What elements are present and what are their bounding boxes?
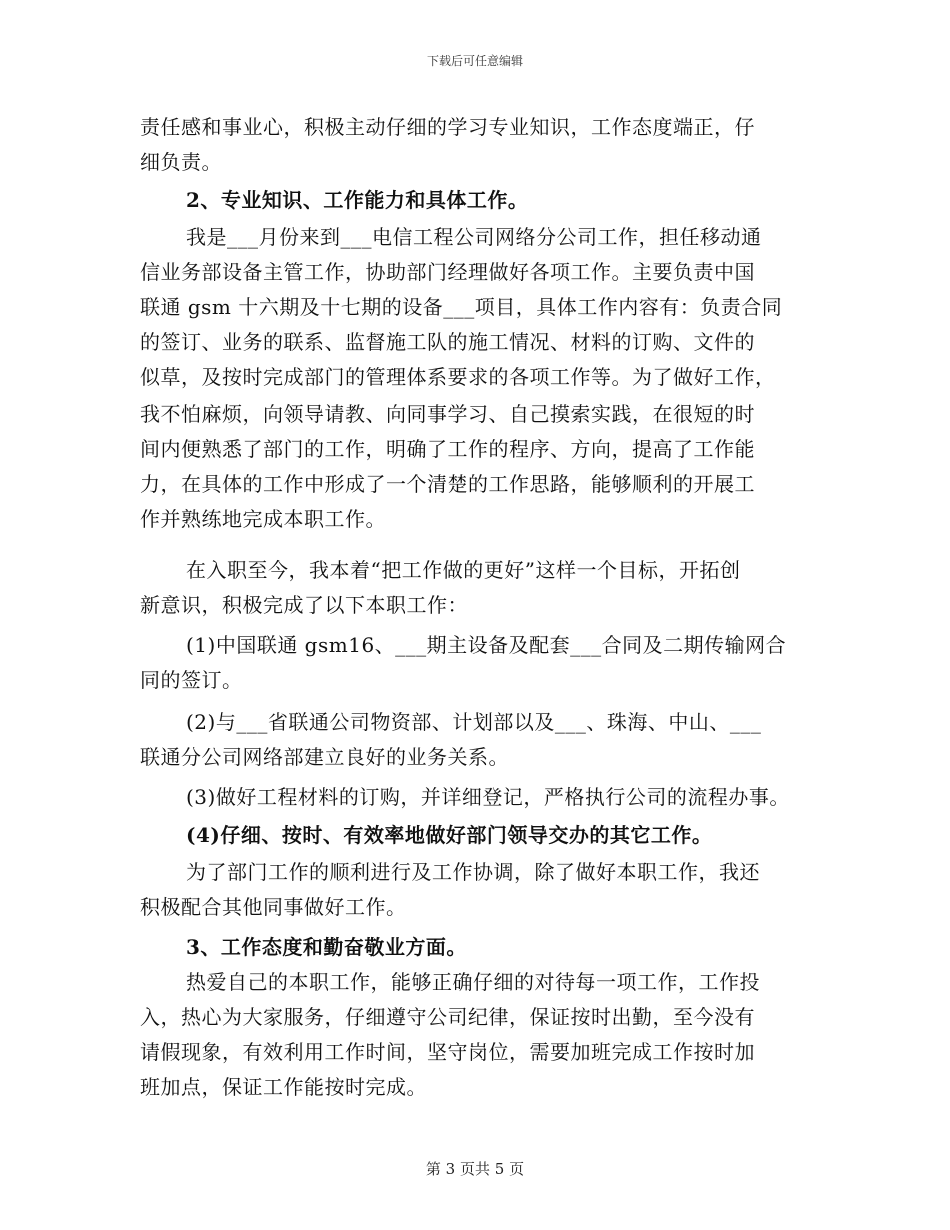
- text-line: 请假现象，有效利用工作时间，坚守岗位，需要加班完成工作按时加: [140, 1040, 755, 1064]
- text-line: 在入职至今，我本着“把工作做的更好”这样一个目标，开拓创: [186, 558, 741, 582]
- text-line: (3)做好工程材料的订购，并详细登记，严格执行公司的流程办事。: [186, 785, 790, 809]
- text-line: (2)与___省联通公司物资部、计划部以及___、珠海、中山、___: [186, 710, 762, 734]
- text-line: 的签订、业务的联系、监督施工队的施工情况、材料的订购、文件的: [140, 330, 755, 354]
- text-line: 入，热心为大家服务，仔细遵守公司纪律，保证按时出勤，至今没有: [140, 1005, 755, 1029]
- text-line: 3、工作态度和勤奋敬业方面。: [186, 935, 467, 959]
- text-line: 作并熟练地完成本职工作。: [140, 507, 386, 531]
- text-line: 力，在具体的工作中形成了一个清楚的工作思路，能够顺利的开展工: [140, 472, 755, 496]
- text-line: 联通 gsm 十六期及十七期的设备___项目，具体工作内容有：负责合同: [140, 295, 783, 319]
- document-body: [140, 0, 812, 1230]
- text-line: 2、专业知识、工作能力和具体工作。: [186, 188, 529, 212]
- text-line: 间内便熟悉了部门的工作，明确了工作的程序、方向，提高了工作能: [140, 437, 755, 461]
- text-line: 似草，及按时完成部门的管理体系要求的各项工作等。为了做好工作，: [140, 365, 776, 389]
- text-line: 联通分公司网络部建立良好的业务关系。: [140, 745, 509, 769]
- text-line: 我是___月份来到___电信工程公司网络分公司工作，担任移动通: [186, 225, 762, 249]
- text-line: 责任感和事业心，积极主动仔细的学习专业知识，工作态度端正，仔: [140, 115, 755, 139]
- text-line: 为了部门工作的顺利进行及工作协调，除了做好本职工作，我还: [186, 860, 760, 884]
- text-line: 新意识，积极完成了以下本职工作：: [140, 593, 468, 617]
- text-line: 班加点，保证工作能按时完成。: [140, 1075, 427, 1099]
- text-line: 同的签订。: [140, 668, 243, 692]
- text-line: 热爱自己的本职工作，能够正确仔细的对待每一项工作，工作投: [186, 970, 760, 994]
- text-line: 积极配合其他同事做好工作。: [140, 895, 407, 919]
- text-line: 我不怕麻烦，向领导请教、向同事学习、自己摸索实践，在很短的时: [140, 402, 755, 426]
- page-number: 第 3 页共 5 页: [425, 1160, 525, 1178]
- text-line: (4)仔细、按时、有效率地做好部门领导交办的其它工作。: [186, 823, 713, 847]
- text-line: (1)中国联通 gsm16、___期主设备及配套___合同及二期传输网合: [186, 633, 787, 657]
- text-line: 细负责。: [140, 150, 222, 174]
- page-header: 下载后可任意编辑: [426, 54, 523, 68]
- text-line: 信业务部设备主管工作，协助部门经理做好各项工作。主要负责中国: [140, 260, 755, 284]
